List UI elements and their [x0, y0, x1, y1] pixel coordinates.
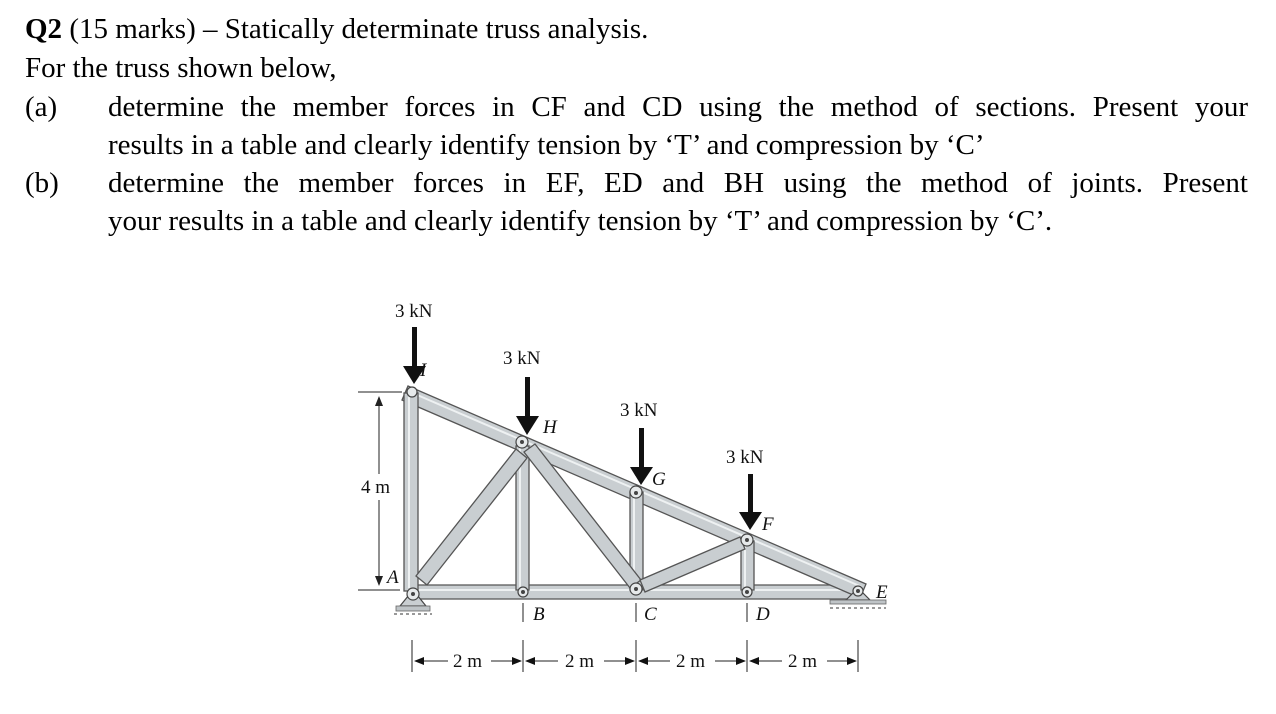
joint-label-B: B	[533, 604, 545, 625]
span-label-DE: 2 m	[788, 651, 818, 672]
member-CF	[640, 537, 745, 592]
load-label-I: 3 kN	[395, 301, 433, 322]
joint-label-I: I	[420, 360, 427, 381]
joint-label-G: G	[652, 469, 666, 490]
part-b-label: (b)	[25, 167, 59, 199]
part-b-line2: your results in a table and clearly identify tension by ‘T’ and compression by ‘C’.	[108, 205, 1053, 237]
load-arrow-F	[739, 474, 762, 530]
joint-label-F: F	[762, 514, 774, 535]
joint-leader-ticks	[523, 603, 747, 622]
joint-label-E: E	[876, 582, 888, 603]
question-marks: (15 marks) – Statically determinate truss analysis.	[69, 13, 649, 45]
member-AH	[416, 449, 527, 585]
load-label-F: 3 kN	[726, 447, 764, 468]
part-a-line2: results in a table and clearly identify tension by ‘T’ and compression by ‘C’	[108, 129, 985, 161]
part-b-line1: determine the member forces in EF, ED and BH using the method of joints. Present	[108, 167, 1248, 199]
member-AI	[404, 393, 418, 591]
load-arrow-H	[516, 377, 539, 435]
part-a-label: (a)	[25, 91, 58, 123]
joint-label-C: C	[644, 604, 657, 625]
load-label-G: 3 kN	[620, 400, 658, 421]
height-dim-label: 4 m	[361, 477, 391, 498]
load-label-H: 3 kN	[503, 348, 541, 369]
question-number: Q2	[25, 13, 63, 45]
question-intro: For the truss shown below,	[25, 52, 337, 84]
joint-label-A: A	[387, 567, 399, 588]
joint-label-H: H	[543, 417, 557, 438]
span-label-CD: 2 m	[676, 651, 706, 672]
span-label-AB: 2 m	[453, 651, 483, 672]
joint-label-D: D	[756, 604, 770, 625]
span-label-BC: 2 m	[565, 651, 595, 672]
load-arrow-G	[630, 428, 653, 485]
part-a-line1: determine the member forces in CF and CD using the method of sections. Present your	[108, 91, 1248, 123]
